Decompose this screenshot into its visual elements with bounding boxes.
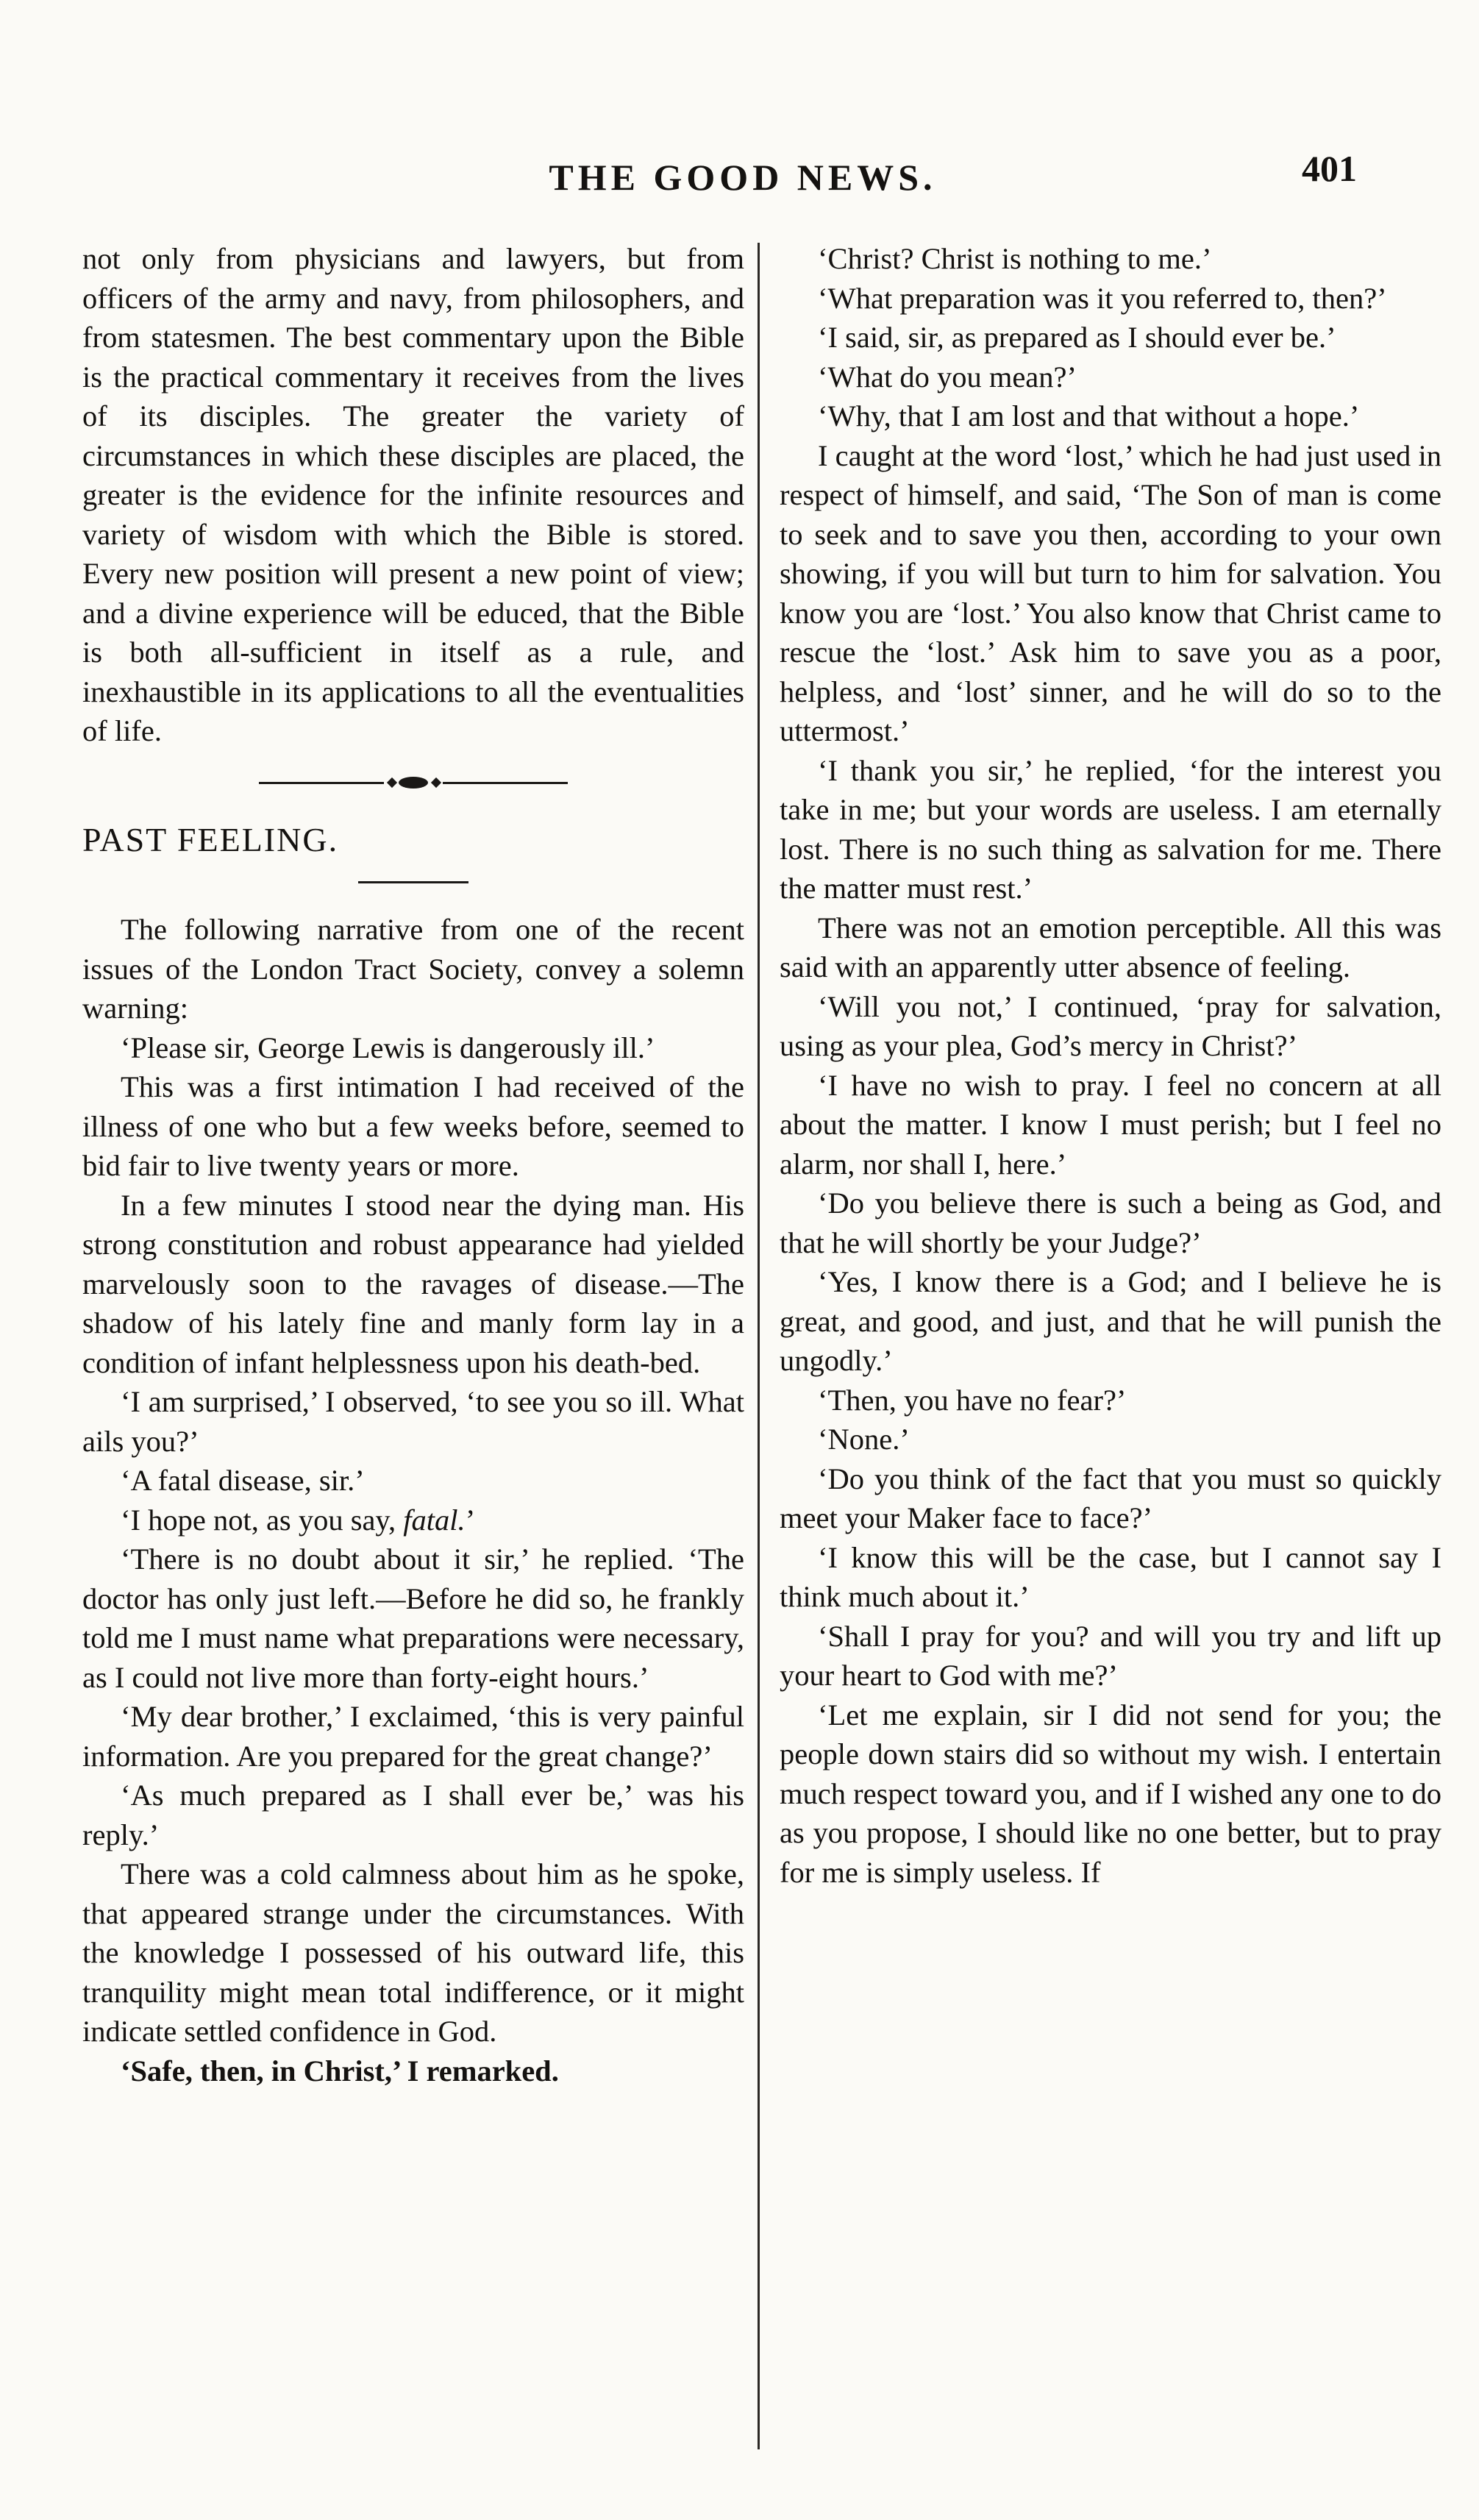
- paragraph: ‘What do you mean?’: [818, 360, 1077, 394]
- paragraph: There was a cold calmness about him as he spoke, that appeared strange under the circumstances. With the knowledge I possessed of his outward life, this tranquility might mean total indifference, or it might indicate settled confidence in God.: [82, 1857, 744, 2048]
- paragraph: ‘My dear brother,’ I exclaimed, ‘this is very painful information. Are you prepared for the great change?’: [82, 1700, 744, 1773]
- paragraph: ‘Christ? Christ is nothing to me.’: [818, 242, 1212, 275]
- paragraph: ‘I am surprised,’ I observed, ‘to see you so ill. What ails you?’: [82, 1385, 744, 1458]
- paragraph: ‘Why, that I am lost and that without a hope.’: [818, 399, 1360, 433]
- paragraph-text: ‘I hope not, as you say,: [121, 1503, 404, 1537]
- paragraph: ‘What preparation was it you referred to, then?’: [818, 281, 1387, 315]
- paragraph: ‘I know this will be the case, but I cannot say I think much about it.’: [780, 1540, 1441, 1613]
- paragraph: ‘Let me explain, sir I did not send for you; the people down stairs did so without my wish. I entertain much respect toward you, and if I wished any one to do as you propose, I should like no one better, but to pray for me is simply useless. If: [780, 1698, 1441, 1889]
- page-number: 401: [1302, 148, 1357, 189]
- paragraph: ‘As much prepared as I shall ever be,’ was his reply.’: [82, 1779, 744, 1851]
- paragraph: ‘I have no wish to pray. I feel no concern at all about the matter. I know I must perish; but I feel no alarm, nor shall I, here.’: [780, 1068, 1441, 1181]
- section-ornament: [259, 777, 568, 788]
- column-divider: [758, 243, 760, 2449]
- paragraph-text: ’: [465, 1503, 476, 1537]
- paragraph: ‘Please sir, George Lewis is dangerously ill.’: [121, 1031, 655, 1064]
- paragraph: ‘Do you think of the fact that you must so quickly meet your Maker face to face?’: [780, 1462, 1441, 1534]
- paragraph: ‘Then, you have no fear?’: [818, 1383, 1127, 1417]
- paragraph: ‘I thank you sir,’ he replied, ‘for the interest you take in me; but your words are useless. I am eternally lost. There is no such thing as salvation for me. There the matter must rest.’: [780, 753, 1441, 905]
- emphasis-text: fatal.: [403, 1503, 466, 1537]
- intro-paragraph: not only from physicians and lawyers, but from officers of the army and navy, from philosophers, and from statesmen. The best commentary upon the Bible is the practical commentary it receives from the lives of its disciples. The greater the variety of circumstances in which these disciples are placed, the greater is the evidence for the infinite resources and variety of wisdom with which the Bible is stored. Every new position will present a new point of view; and a divine experience will be educed, that the Bible is both all-sufficient in itself as a rule, and inexhaustible in its applications to all the eventualities of life.: [82, 242, 744, 747]
- paragraph: The following narrative from one of the recent issues of the London Tract Society, convey a solemn warning:: [82, 913, 744, 1025]
- paragraph: ‘None.’: [818, 1423, 910, 1456]
- paragraph: There was not an emotion perceptible. All this was said with an apparently utter absence of feeling.: [780, 911, 1441, 983]
- paragraph: ‘Safe, then, in Christ,’ I remarked.: [121, 2054, 559, 2087]
- paragraph: I caught at the word ‘lost,’ which he had just used in respect of himself, and said, ‘The Son of man is come to seek and to save you then, according to your own showing, if you will but turn to him for salvation. You know you are ‘lost.’ You also know that Christ came to rescue the ‘lost.’ Ask him to save you as a poor, helpless, and ‘lost’ sinner, and he will do so to the uttermost.’: [780, 438, 1441, 747]
- paragraph: ‘There is no doubt about it sir,’ he replied. ‘The doctor has only just left.—Before he did so, he frankly told me I must name what preparations were necessary, as I could not live more than forty-eight hours.’: [82, 1542, 744, 1694]
- page-header-title: THE GOOD NEWS.: [549, 157, 937, 198]
- section-title: PAST FEELING.: [82, 820, 339, 858]
- left-column: [82, 239, 744, 2090]
- title-rule: [358, 881, 468, 883]
- paragraph: ‘Do you believe there is such a being as God, and that he will shortly be your Judge?’: [780, 1186, 1441, 1259]
- paragraph: This was a first intimation I had received of the illness of one who but a few weeks before, seemed to bid fair to live twenty years or more.: [82, 1070, 744, 1182]
- paragraph: ‘Will you not,’ I continued, ‘pray for salvation, using as your plea, God’s mercy in Christ?’: [780, 989, 1441, 1062]
- paragraph: ‘Yes, I know there is a God; and I believe he is great, and good, and just, and that he will punish the ungodly.’: [780, 1265, 1441, 1377]
- paragraph: ‘I said, sir, as prepared as I should ever be.’: [818, 321, 1336, 354]
- paragraph: In a few minutes I stood near the dying man. His strong constitution and robust appearance had yielded marvelously soon to the ravages of disease.—The shadow of his lately fine and manly form lay in a condition of infant helplessness upon his death-bed.: [82, 1188, 744, 1379]
- right-column: [780, 239, 1441, 1892]
- paragraph: ‘Shall I pray for you? and will you try and lift up your heart to God with me?’: [780, 1619, 1441, 1692]
- paragraph: [82, 1501, 744, 1540]
- paragraph: ‘A fatal disease, sir.’: [121, 1464, 365, 1497]
